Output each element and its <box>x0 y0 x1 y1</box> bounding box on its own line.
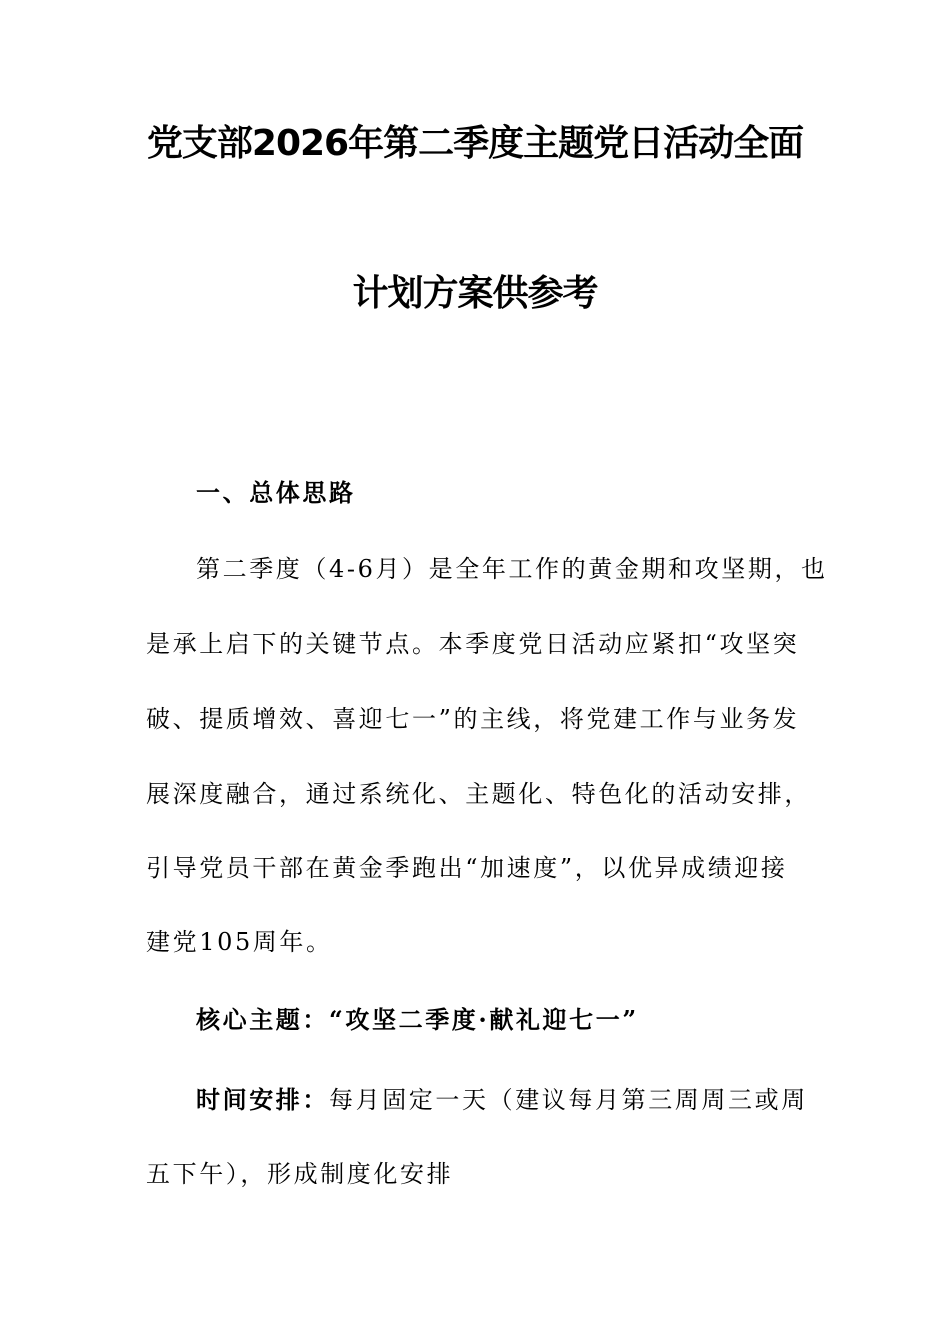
paragraph-line-6: 建党105周年。 <box>146 928 333 956</box>
paragraph-line-5: 引导党员干部在黄金季跑出“加速度”，以优异成绩迎接 <box>146 854 788 882</box>
section-heading: 一、总体思路 <box>196 478 356 507</box>
paragraph-line-3: 破、提质增效、喜迎七一”的主线，将党建工作与业务发 <box>146 705 800 733</box>
paragraph-line-4: 展深度融合，通过系统化、主题化、特色化的活动安排， <box>146 780 811 808</box>
schedule-line-2: 五下午），形成制度化安排 <box>146 1160 454 1188</box>
schedule-label: 时间安排： <box>196 1085 329 1114</box>
document-title-line-2: 计划方案供参考 <box>352 273 598 314</box>
paragraph-line-2: 是承上启下的关键节点。本季度党日活动应紧扣“攻坚突 <box>146 630 800 658</box>
schedule-text: 每月固定一天（建议每月第三周周三或周 <box>329 1086 808 1114</box>
core-theme: 核心主题：“攻坚二季度·献礼迎七一” <box>196 1005 639 1034</box>
document-title-line-1: 党支部2026年第二季度主题党日活动全面 <box>146 123 804 164</box>
paragraph-line-1: 第二季度（4-6月）是全年工作的黄金期和攻坚期，也 <box>196 555 828 583</box>
schedule-line-1 <box>196 1083 856 1117</box>
